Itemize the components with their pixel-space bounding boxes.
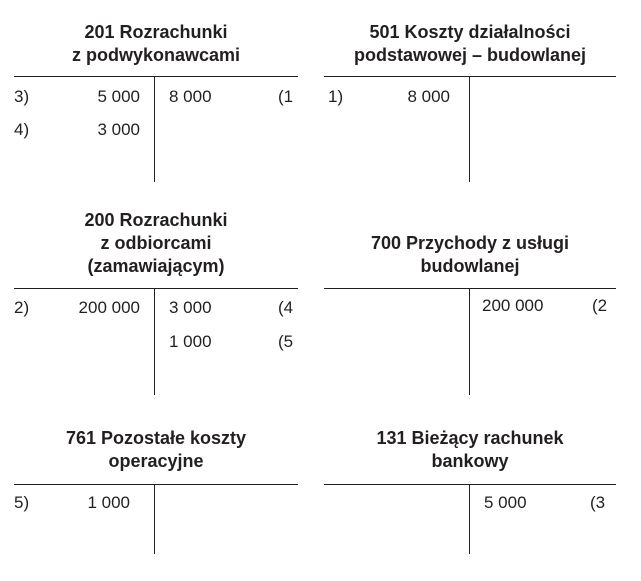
credit-ref: (2 [592,296,608,315]
credit-amount: 200 000 [482,296,544,315]
account-title: 201 Rozrachunki z podwykonawcami [71,22,241,65]
t-account-501 [324,0,616,200]
debit-amount: 1 000 [87,493,130,512]
account-horizontal-line [14,484,298,485]
account-title: 700 Przychody z usługi budowlanej [370,233,570,276]
t-account-131 [324,400,616,581]
credit-ref: (3 [590,493,606,512]
debit-amount: 8 000 [407,87,450,106]
debit-ref: 1) [328,87,344,106]
t-account-700 [324,200,616,400]
debit-ref: 5) [14,493,30,512]
credit-amount: 8 000 [169,87,212,106]
account-vertical-line [469,484,470,554]
credit-amount: 5 000 [484,493,527,512]
credit-amount: 1 000 [169,332,212,351]
credit-ref: (1 [278,87,294,106]
account-vertical-line [154,76,155,182]
t-account-761 [14,400,298,581]
account-title: 200 Rozrachunki z odbiorcami (zamawiającym) [84,210,228,276]
account-vertical-line [154,484,155,554]
account-vertical-line [469,76,470,182]
credit-ref: (4 [278,298,294,317]
credit-amount: 3 000 [169,298,212,317]
t-account-201 [14,0,298,200]
debit-ref: 3) [14,87,30,106]
account-vertical-line [154,288,155,395]
debit-amount: 5 000 [97,87,140,106]
account-vertical-line [469,288,470,395]
account-horizontal-line [14,288,298,289]
account-horizontal-line [14,76,298,77]
account-title: 131 Bieżący rachunek bankowy [376,428,564,471]
debit-ref: 4) [14,120,30,139]
debit-amount: 200 000 [78,298,140,317]
account-horizontal-line [324,484,616,485]
account-horizontal-line [324,76,616,77]
account-title: 761 Pozostałe koszty operacyjne [65,428,247,471]
account-title: 501 Koszty działalności podstawowej – budowlanej [353,22,587,65]
debit-ref: 2) [14,298,30,317]
t-account-200 [14,200,298,400]
account-horizontal-line [324,288,616,289]
credit-ref: (5 [278,332,294,351]
debit-amount: 3 000 [97,120,140,139]
